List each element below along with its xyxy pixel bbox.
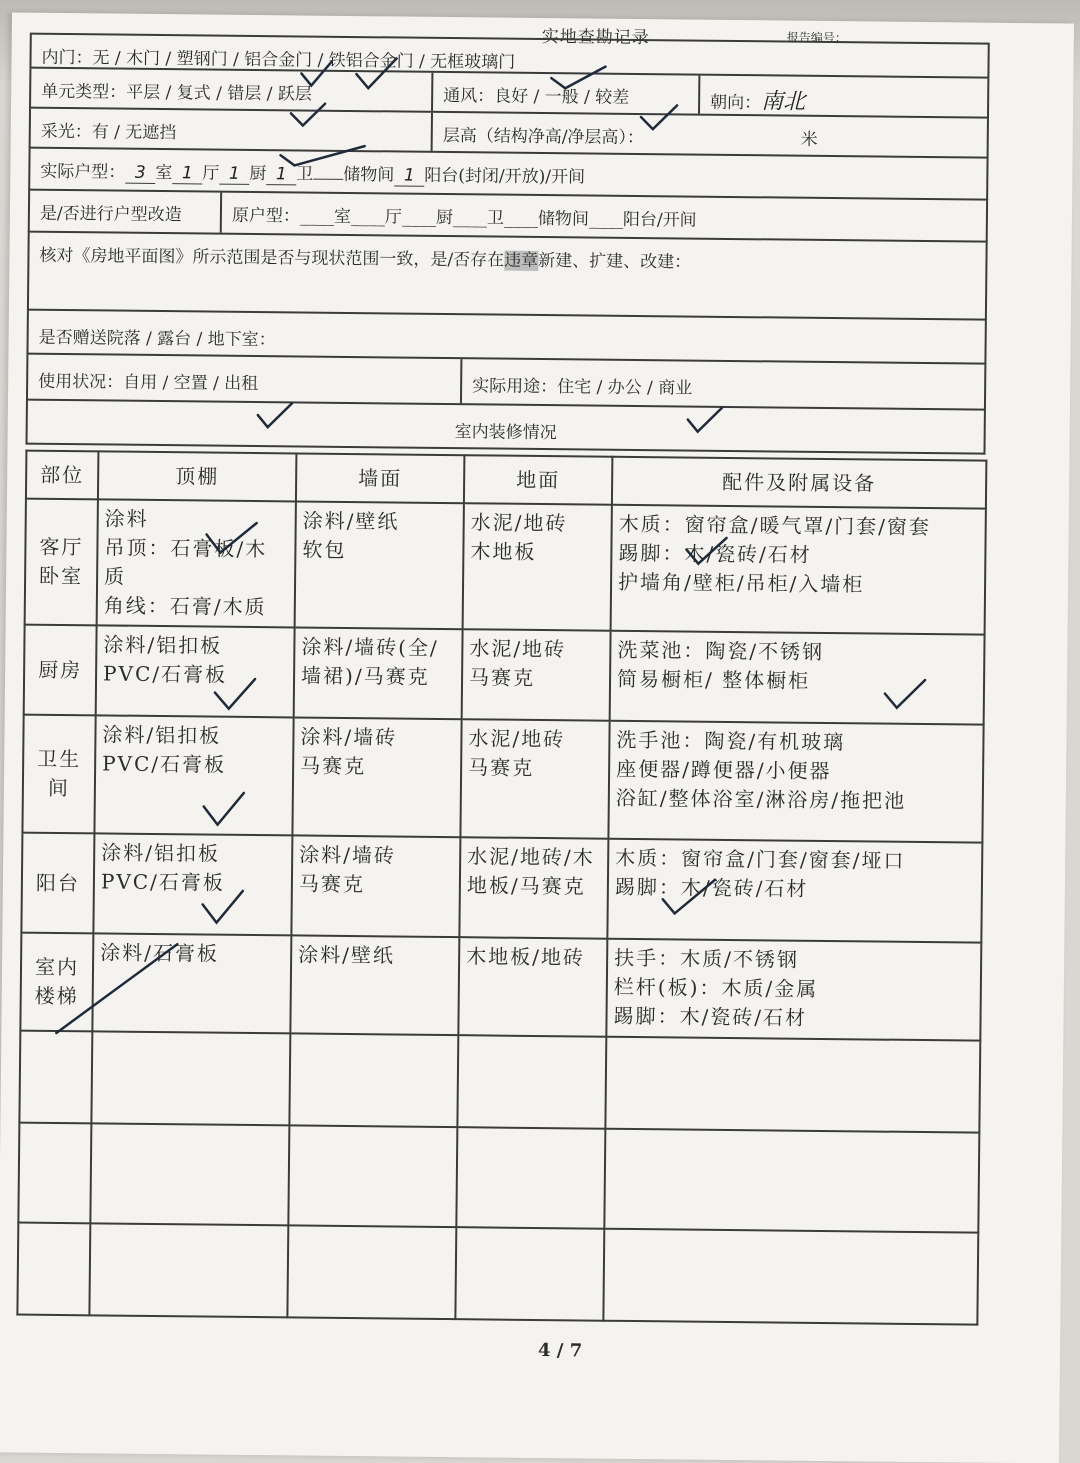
part-cell: 室内楼梯: [20, 933, 93, 1032]
decoration-table: [16, 450, 987, 1326]
lighting-options: 采光：有 / 无遮挡: [40, 121, 177, 144]
orientation-label: 朝向：: [710, 92, 762, 114]
fittings-cell: 木质：窗帘盒/暖气罩/门套/窗套 踢脚：木/瓷砖/石材 护墙角/壁柜/吊柜/入墙柜: [611, 505, 986, 635]
verify-text: [29, 233, 701, 316]
orientation-field: [700, 76, 815, 115]
decoration-row: [18, 1123, 979, 1233]
usage-options: 使用状况：自用 / 空置 / 出租: [38, 371, 259, 395]
wall-cell: 涂料/墙砖(全/墙裙)/马赛克: [294, 627, 463, 719]
ceiling-cell: [91, 1031, 290, 1125]
bath-unit: 卫: [296, 164, 314, 185]
wall-cell: 涂料/墙砖 马赛克: [291, 835, 460, 937]
decoration-row: [20, 933, 981, 1041]
header-fittings: 配件及附属设备: [612, 457, 986, 509]
wall-cell: [289, 1033, 458, 1127]
fittings-cell: 洗手池：陶瓷/有机玻璃 座便器/蹲便器/小便器 浴缸/整体浴室/淋浴房/拖把池: [608, 721, 983, 843]
verify-highlight: 违章: [504, 250, 539, 271]
part-cell: 客厅卧室: [25, 499, 98, 626]
header-ceiling: 顶棚: [98, 451, 296, 501]
verify-text-post: 新建、扩建、改建：: [538, 250, 692, 273]
survey-form-page: [0, 12, 1074, 1463]
wall-cell: 涂料/墙砖 马赛克: [292, 717, 461, 837]
floor-cell: [457, 1035, 606, 1129]
page-number: 4 / 7: [537, 1340, 583, 1362]
fittings-cell: 洗菜池：陶瓷/不锈钢 简易橱柜/ 整体橱柜: [610, 631, 985, 725]
ceiling-cell: 涂料 吊顶：石膏板/木质 角线：石膏/木质: [97, 499, 296, 627]
floor-cell: [456, 1127, 605, 1229]
decoration-title: 室内装修情况: [454, 422, 557, 444]
balcony-unit: 阳台(封闭/开放)/开间: [424, 165, 586, 188]
header-floor: 地面: [464, 455, 612, 505]
renovation-options: 是/否进行户型改造: [39, 203, 182, 226]
wall-cell: [288, 1125, 457, 1227]
decoration-row: [25, 499, 986, 635]
wall-cell: 涂料/壁纸 软包: [295, 501, 464, 629]
report-number-label: 报告编号：: [786, 30, 847, 46]
floor-height-label: 层高（结构净高/净层高）：: [442, 125, 645, 149]
room-unit: 室: [155, 162, 173, 184]
decoration-row: [22, 715, 983, 843]
floor-cell: [455, 1227, 604, 1321]
hall-unit: 厅: [202, 163, 220, 184]
part-cell: [18, 1123, 91, 1224]
actual-use-options: 实际用途：住宅 / 办公 / 商业: [472, 376, 693, 399]
ceiling-cell: [89, 1223, 288, 1317]
wall-cell: [287, 1225, 456, 1319]
storage-unit: 储物间: [343, 164, 395, 186]
kitchen-unit: 厨: [249, 163, 267, 185]
inner-door-options: 内门：无 / 木门 / 塑钢门 / 铝合金门 / 铁铝合金门 / 无框玻璃门: [41, 47, 516, 73]
ceiling-cell: 涂料/铝扣板 PVC/石膏板: [93, 833, 292, 935]
fittings-cell: 木质：窗帘盒/门套/窗套/垭口 踢脚：木/瓷砖/石材: [607, 839, 982, 943]
orientation-value: 南北: [761, 89, 806, 115]
form-title: 实地查勘记录: [541, 26, 650, 49]
decoration-row: [19, 1031, 980, 1133]
part-cell: 厨房: [24, 625, 97, 716]
decoration-row: [21, 833, 982, 943]
fittings-cell: 扶手：木质/不锈钢 栏杆(板)：木质/金属 踢脚：木/瓷砖/石材: [606, 939, 981, 1041]
floor-height-unit: 米: [800, 129, 818, 150]
fittings-cell: [603, 1229, 978, 1325]
header-wall: 墙面: [296, 453, 464, 503]
ventilation-options: 通风：良好 / 一般 / 较差: [443, 85, 630, 108]
ceiling-cell: 涂料/铝扣板 PVC/石膏板: [96, 625, 295, 717]
unit-type-options: 单元类型：平层 / 复式 / 错层 / 跃层: [41, 81, 312, 105]
part-cell: 卫生间: [22, 715, 95, 834]
original-layout: 原户型：____室____厅____厨____卫____储物间____阳台/开间: [231, 205, 697, 231]
baths-value: 1: [266, 164, 296, 185]
verify-text-pre: 核对《房地平面图》所示范围是否与现状范围一致，是/否存在: [39, 245, 505, 271]
fittings-cell: [604, 1129, 979, 1233]
decoration-title-row: [26, 401, 986, 455]
kitchens-value: 1: [219, 164, 249, 185]
storage-blank: [313, 179, 343, 180]
header-part: 部位: [26, 451, 98, 500]
ceiling-cell: 涂料/石膏板: [92, 933, 291, 1033]
ceiling-cell: [90, 1123, 289, 1225]
verify-row: [27, 233, 988, 321]
actual-layout-field: [30, 149, 595, 195]
floor-cell: 水泥/地砖 木地板: [463, 503, 612, 631]
gift-options: 是否赠送院落 / 露台 / 地下室：: [38, 327, 276, 351]
floor-cell: 水泥/地砖 马赛克: [462, 629, 611, 721]
decoration-row: [17, 1223, 978, 1325]
wall-cell: 涂料/壁纸: [290, 935, 459, 1035]
floor-cell: 水泥/地砖/木地板/马赛克: [459, 837, 608, 939]
fittings-cell: [605, 1037, 980, 1133]
ceiling-cell: 涂料/铝扣板 PVC/石膏板: [94, 715, 293, 835]
decoration-row: [24, 625, 985, 725]
property-info-section: [26, 33, 990, 455]
part-cell: 阳台: [21, 833, 94, 934]
part-cell: [19, 1031, 92, 1124]
rooms-value: 3: [125, 163, 155, 184]
floor-cell: 水泥/地砖 马赛克: [460, 719, 609, 839]
halls-value: 1: [172, 163, 202, 184]
floor-cell: 木地板/地砖: [458, 937, 607, 1037]
part-cell: [17, 1223, 90, 1316]
balconies-value: 1: [394, 165, 424, 186]
actual-layout-label: 实际户型：: [40, 161, 126, 183]
